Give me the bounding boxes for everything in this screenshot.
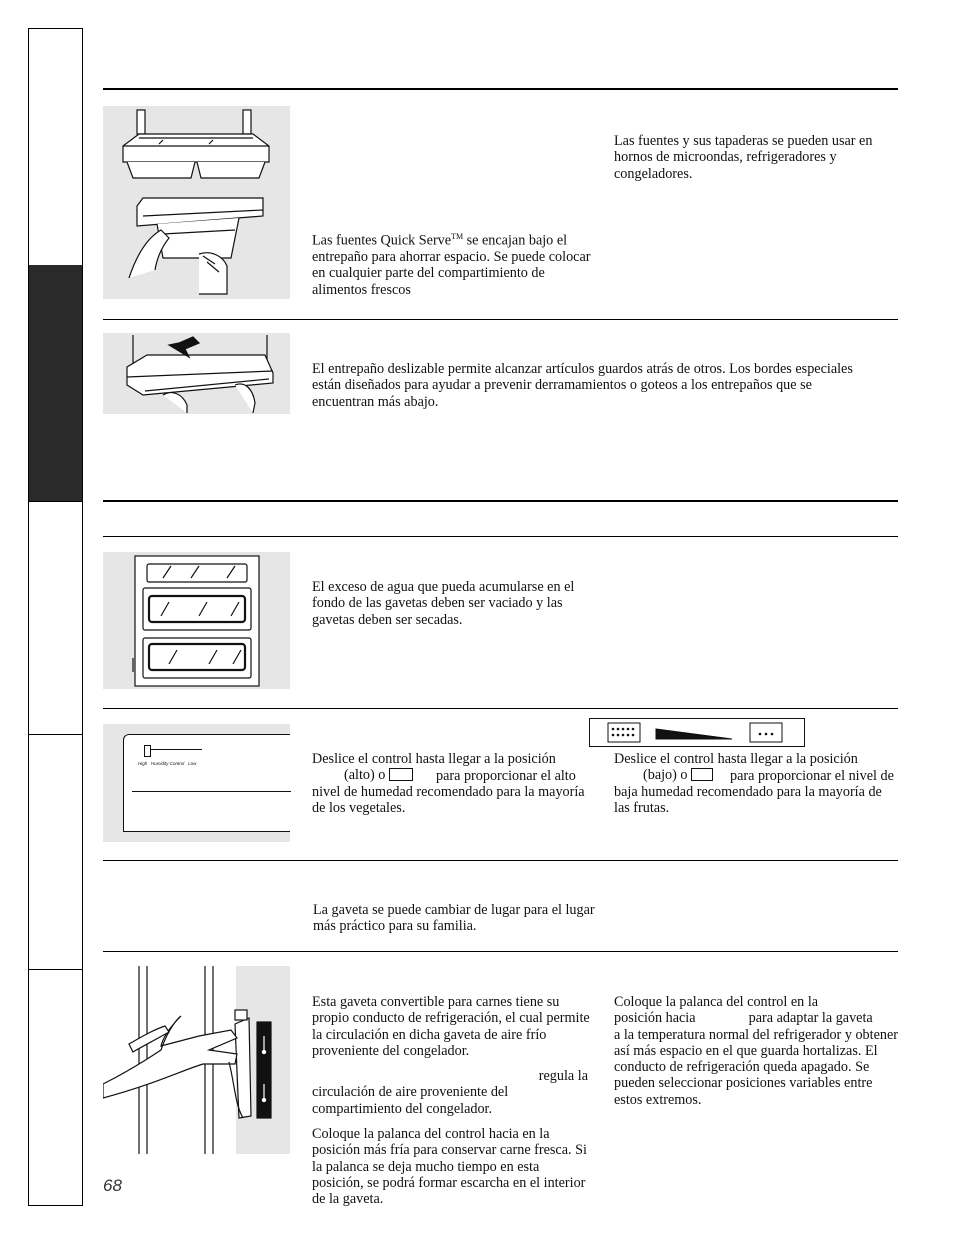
low-line-1: Deslice el control hasta llegar a la posición — [614, 751, 858, 767]
meat-p1: Esta gaveta convertible para carnes tiene su propio conducto de refrigeración, el cual permite la circulación en dicha gaveta de aire frío proveniente del congelador. — [312, 994, 590, 1059]
low-pre: (bajo) o — [643, 767, 688, 784]
meat-right-a: Coloque la palanca del control en la — [614, 994, 819, 1010]
quick-serve-text-b: se encajan bajo el entrepaño para ahorrar espacio. Se puede colocar en cualquier parte del compartimiento de alimentos frescos — [312, 232, 591, 298]
sliding-shelf-text-block — [312, 361, 872, 419]
slider-track — [150, 749, 202, 750]
meat-p3: Coloque la palanca del control hacia en la posición más fría para conservar carne fresca. Si la palanca se deja mucho tiempo en esta posición, se podrá formar escarcha en el interior de la gaveta. — [312, 1126, 587, 1208]
active-section-tab[interactable] — [29, 265, 82, 501]
panel-label-high: High — [138, 761, 148, 766]
drawers-text: El exceso de agua que pueda acumularse en el fondo de las gavetas deben ser vaciado y las gavetas deben ser secadas. — [312, 579, 575, 628]
sliding-shelf-illustration — [103, 333, 290, 414]
control-panel-drawing — [123, 734, 290, 832]
humidity-slider-diagram — [589, 718, 805, 747]
meat-p2-a: regula la — [538, 1068, 588, 1085]
section-rule — [103, 88, 898, 90]
sliding-shelf-text: El entrepaño deslizable permite alcanzar artículos guardos atrás de otros. Los bordes especiales están diseñados para ayudar a prevenir derramamientos o goteos a los entrepaños que se encuentran más abajo. — [312, 361, 853, 410]
quick-serve-text-a: Las fuentes Quick Serve — [312, 232, 452, 249]
page-number: 68 — [103, 1176, 122, 1195]
section-rule — [103, 319, 898, 320]
meat-drawer-left-text — [312, 994, 592, 1217]
slider-knob[interactable] — [144, 745, 151, 757]
high-line-1: Deslice el control hasta llegar a la posición — [312, 751, 556, 767]
section-rule — [103, 500, 898, 502]
relocate-text-block — [313, 902, 603, 944]
quick-serve-left-text — [312, 229, 597, 307]
section-rule — [103, 708, 898, 709]
section-rule — [103, 536, 898, 537]
quick-serve-illustration — [103, 106, 290, 299]
humidity-control-illustration — [103, 724, 290, 842]
humidity-low-text — [614, 751, 899, 816]
low-post: para proporcionar el nivel de baja humedad recomendado para la mayoría de las frutas. — [614, 767, 894, 817]
panel-edge — [132, 791, 291, 792]
high-pre: (alto) o — [344, 767, 386, 784]
trademark-mark: TM — [451, 232, 464, 241]
high-humidity-icon — [389, 768, 413, 781]
tab-divider — [29, 501, 82, 502]
panel-label-humidity: Humidity Control — [151, 761, 185, 766]
tab-divider — [29, 969, 82, 970]
meat-drawer-illustration — [103, 966, 290, 1154]
tab-divider — [29, 734, 82, 735]
panel-label-low: Low — [188, 761, 197, 766]
quick-serve-right-text — [614, 133, 894, 191]
meat-right-b-post: para adaptar la gaveta — [748, 1010, 873, 1027]
humidity-high-text — [312, 751, 597, 816]
relocate-text: La gaveta se puede cambiar de lugar para el lugar más práctico para su familia. — [313, 902, 595, 935]
meat-right-c: a la temperatura normal del refrigerador y obtener así más espacio en el que guarda hortalizas. El conducto de refrigeración queda apagado. Se pueden seleccionar posiciones variables entre estos extremos. — [614, 1026, 898, 1108]
meat-p2-b: circulación de aire proveniente del compartimiento del congelador. — [312, 1084, 509, 1117]
drawers-illustration — [103, 552, 290, 689]
section-rule — [103, 860, 898, 861]
quick-serve-note: Las fuentes y sus tapaderas se pueden usar en hornos de microondas, refrigeradores y congeladores. — [614, 133, 873, 182]
drawers-text-block — [312, 579, 597, 637]
meat-right-b-pre: posición hacia — [614, 1010, 696, 1027]
low-humidity-icon — [691, 768, 713, 781]
section-tab-column — [28, 28, 83, 1206]
meat-drawer-right-text — [614, 994, 899, 1108]
section-rule — [103, 951, 898, 952]
high-post: para proporcionar el alto nivel de humedad recomendado para la mayoría de los vegetales. — [312, 767, 585, 817]
